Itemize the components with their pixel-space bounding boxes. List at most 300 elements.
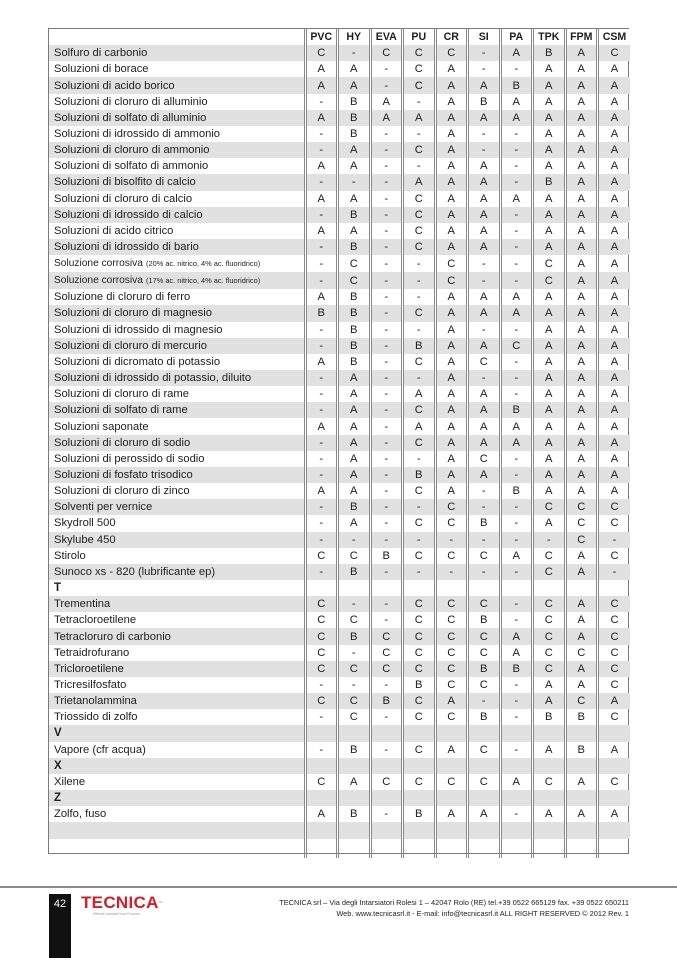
rating-csm bbox=[598, 822, 631, 838]
rating-fpm: A bbox=[565, 677, 598, 693]
rating-pvc: - bbox=[305, 272, 338, 289]
company-address: TECNICA srl – Via degli Intarsiatori Rolesi 1 – 42047 Rolo (RE) tel.+39 0522 665129 fax. +39 0522 650211 bbox=[279, 898, 629, 907]
rating-fpm: A bbox=[565, 386, 598, 402]
rating-pvc: - bbox=[305, 532, 338, 548]
rating-eva: - bbox=[370, 515, 403, 531]
rating-pvc: A bbox=[305, 191, 338, 207]
rating-fpm: A bbox=[565, 564, 598, 580]
rating-pvc bbox=[305, 758, 338, 774]
rating-hy: A bbox=[338, 61, 371, 77]
rating-pvc: - bbox=[305, 677, 338, 693]
rating-pu bbox=[403, 822, 436, 838]
table-row bbox=[49, 677, 630, 693]
logo-wordmark: TECNICA bbox=[81, 893, 159, 912]
chemical-name-text: Soluzioni di cloruro di ammonio bbox=[54, 144, 210, 157]
rating-pa: A bbox=[500, 289, 533, 305]
rating-pu: A bbox=[403, 418, 436, 434]
table-header-row bbox=[49, 29, 630, 45]
rating-pu: - bbox=[403, 322, 436, 338]
rating-si: A bbox=[468, 77, 501, 93]
rating-cr: C bbox=[435, 45, 468, 61]
rating-fpm: B bbox=[565, 709, 598, 725]
rating-csm: C bbox=[598, 515, 631, 531]
rating-tpk: A bbox=[533, 515, 566, 531]
rating-si: A bbox=[468, 207, 501, 223]
rating-eva: - bbox=[370, 191, 403, 207]
rating-hy bbox=[338, 758, 371, 774]
rating-pu: B bbox=[403, 677, 436, 693]
chemical-name bbox=[49, 515, 305, 531]
rating-eva: - bbox=[370, 386, 403, 402]
chemical-name bbox=[49, 158, 305, 174]
rating-eva: C bbox=[370, 661, 403, 677]
rating-tpk: C bbox=[533, 596, 566, 612]
rating-pa: - bbox=[500, 142, 533, 158]
rating-cr: - bbox=[435, 564, 468, 580]
rating-pvc: A bbox=[305, 61, 338, 77]
rating-si: C bbox=[468, 774, 501, 790]
chemical-name bbox=[49, 661, 305, 677]
rating-tpk: A bbox=[533, 467, 566, 483]
table-row bbox=[49, 596, 630, 612]
rating-cr: A bbox=[435, 223, 468, 239]
rating-csm: C bbox=[598, 645, 631, 661]
rating-pvc: B bbox=[305, 305, 338, 321]
rating-si: - bbox=[468, 370, 501, 386]
rating-csm: A bbox=[598, 370, 631, 386]
rating-cr: A bbox=[435, 77, 468, 93]
chemical-resistance-table bbox=[49, 29, 630, 858]
rating-pa: - bbox=[500, 370, 533, 386]
rating-pa: - bbox=[500, 451, 533, 467]
rating-cr: C bbox=[435, 272, 468, 289]
rating-fpm: A bbox=[565, 774, 598, 790]
rating-pvc: - bbox=[305, 207, 338, 223]
rating-fpm: A bbox=[565, 418, 598, 434]
chemical-name-text: Soluzioni di cloruro di rame bbox=[54, 388, 189, 401]
rating-pu: C bbox=[403, 239, 436, 255]
rating-tpk bbox=[533, 822, 566, 838]
rating-pa: - bbox=[500, 612, 533, 628]
rating-pvc: A bbox=[305, 483, 338, 499]
rating-si: A bbox=[468, 305, 501, 321]
chemical-name-text: Soluzioni di bisolfito di calcio bbox=[54, 176, 196, 189]
chemical-name bbox=[49, 499, 305, 515]
table-row bbox=[49, 548, 630, 564]
rating-pvc: A bbox=[305, 354, 338, 370]
header-pvc: PVC bbox=[305, 29, 338, 45]
chemical-name bbox=[49, 289, 305, 305]
rating-csm: A bbox=[598, 239, 631, 255]
rating-pu: - bbox=[403, 289, 436, 305]
rating-cr: - bbox=[435, 532, 468, 548]
chemical-name-text: Tetracloruro di carbonio bbox=[54, 630, 171, 643]
rating-pu: C bbox=[403, 628, 436, 644]
rating-pa: - bbox=[500, 174, 533, 190]
rating-pa: - bbox=[500, 742, 533, 758]
rating-pvc: - bbox=[305, 386, 338, 402]
rating-hy: C bbox=[338, 255, 371, 272]
rating-si: B bbox=[468, 709, 501, 725]
rating-csm: A bbox=[598, 402, 631, 418]
chemical-name-text: Soluzioni di cloruro di sodio bbox=[54, 436, 191, 449]
rating-csm: - bbox=[598, 564, 631, 580]
rating-hy: C bbox=[338, 661, 371, 677]
header-pa: PA bbox=[500, 29, 533, 45]
rating-pa: - bbox=[500, 806, 533, 822]
section-letter bbox=[49, 758, 305, 774]
rating-eva bbox=[370, 580, 403, 596]
empty-row bbox=[49, 822, 630, 838]
rating-hy: - bbox=[338, 677, 371, 693]
trademark-symbol: ™ bbox=[158, 900, 163, 905]
rating-eva: - bbox=[370, 354, 403, 370]
table-row bbox=[49, 628, 630, 644]
rating-si: B bbox=[468, 94, 501, 110]
rating-csm: C bbox=[598, 499, 631, 515]
table-row bbox=[49, 126, 630, 142]
chemical-name bbox=[49, 322, 305, 338]
rating-si: A bbox=[468, 467, 501, 483]
rating-eva: - bbox=[370, 467, 403, 483]
rating-csm: A bbox=[598, 94, 631, 110]
rating-tpk: B bbox=[533, 174, 566, 190]
rating-pa: B bbox=[500, 77, 533, 93]
rating-pa: A bbox=[500, 628, 533, 644]
rating-pvc: - bbox=[305, 499, 338, 515]
rating-cr bbox=[435, 725, 468, 741]
chemical-name-text: Tetracloroetilene bbox=[54, 614, 137, 627]
rating-hy: - bbox=[338, 645, 371, 661]
rating-pvc: A bbox=[305, 223, 338, 239]
rating-hy: C bbox=[338, 612, 371, 628]
rating-pvc: - bbox=[305, 338, 338, 354]
rating-pu: C bbox=[403, 645, 436, 661]
header-cr: CR bbox=[435, 29, 468, 45]
chemical-name bbox=[49, 645, 305, 661]
rating-tpk bbox=[533, 758, 566, 774]
rating-cr: C bbox=[435, 548, 468, 564]
rating-tpk: A bbox=[533, 693, 566, 709]
rating-csm: A bbox=[598, 126, 631, 142]
rating-pa: - bbox=[500, 61, 533, 77]
chemical-name bbox=[49, 386, 305, 402]
rating-fpm: B bbox=[565, 742, 598, 758]
page-number: 42 bbox=[53, 898, 67, 910]
rating-pa: - bbox=[500, 532, 533, 548]
rating-csm: C bbox=[598, 774, 631, 790]
rating-pa: - bbox=[500, 386, 533, 402]
rating-csm: A bbox=[598, 110, 631, 126]
rating-tpk: C bbox=[533, 255, 566, 272]
rating-tpk: A bbox=[533, 402, 566, 418]
rating-eva: B bbox=[370, 693, 403, 709]
table-row bbox=[49, 806, 630, 822]
chemical-name bbox=[49, 677, 305, 693]
rating-si: - bbox=[468, 693, 501, 709]
rating-pa bbox=[500, 839, 533, 858]
table-row bbox=[49, 370, 630, 386]
rating-cr: C bbox=[435, 628, 468, 644]
rating-fpm: A bbox=[565, 223, 598, 239]
rating-fpm: C bbox=[565, 693, 598, 709]
rating-pa bbox=[500, 580, 533, 596]
rating-hy: B bbox=[338, 126, 371, 142]
rating-pu: C bbox=[403, 61, 436, 77]
rating-pu: C bbox=[403, 596, 436, 612]
chemical-name-text: Soluzioni di acido borico bbox=[54, 79, 175, 92]
rating-si: A bbox=[468, 338, 501, 354]
rating-hy: A bbox=[338, 386, 371, 402]
rating-fpm bbox=[565, 822, 598, 838]
rating-eva: - bbox=[370, 61, 403, 77]
rating-csm: A bbox=[598, 158, 631, 174]
rating-tpk: B bbox=[533, 709, 566, 725]
rating-pa: A bbox=[500, 45, 533, 61]
rating-eva: - bbox=[370, 596, 403, 612]
header-si: SI bbox=[468, 29, 501, 45]
chemical-name-text: Soluzioni di cloruro di alluminio bbox=[54, 95, 208, 108]
rating-si: C bbox=[468, 628, 501, 644]
chemical-name bbox=[49, 239, 305, 255]
rating-fpm: A bbox=[565, 207, 598, 223]
rating-si: A bbox=[468, 435, 501, 451]
rating-csm: C bbox=[598, 548, 631, 564]
rating-fpm bbox=[565, 758, 598, 774]
rating-tpk: C bbox=[533, 548, 566, 564]
rating-hy: C bbox=[338, 272, 371, 289]
rating-csm: A bbox=[598, 467, 631, 483]
rating-pvc bbox=[305, 839, 338, 858]
rating-tpk: A bbox=[533, 191, 566, 207]
rating-fpm: C bbox=[565, 499, 598, 515]
rating-csm: A bbox=[598, 142, 631, 158]
rating-tpk: A bbox=[533, 677, 566, 693]
rating-si bbox=[468, 758, 501, 774]
rating-pu: B bbox=[403, 806, 436, 822]
rating-eva bbox=[370, 822, 403, 838]
chemical-name-text: Soluzioni di solfato di alluminio bbox=[54, 111, 207, 124]
rating-fpm: A bbox=[565, 467, 598, 483]
rating-pvc: - bbox=[305, 435, 338, 451]
chemical-name bbox=[49, 191, 305, 207]
rating-pa: - bbox=[500, 158, 533, 174]
header-csm: CSM bbox=[598, 29, 631, 45]
rating-pvc: C bbox=[305, 645, 338, 661]
rating-csm: A bbox=[598, 483, 631, 499]
rating-pa: A bbox=[500, 548, 533, 564]
chemical-name bbox=[49, 272, 305, 289]
rating-pvc: A bbox=[305, 158, 338, 174]
rating-pvc: C bbox=[305, 693, 338, 709]
rating-pa: A bbox=[500, 418, 533, 434]
rating-eva: - bbox=[370, 742, 403, 758]
rating-pvc: C bbox=[305, 45, 338, 61]
rating-hy: C bbox=[338, 548, 371, 564]
rating-cr: A bbox=[435, 239, 468, 255]
rating-fpm: A bbox=[565, 61, 598, 77]
rating-pu bbox=[403, 839, 436, 858]
rating-pvc: - bbox=[305, 467, 338, 483]
rating-eva: - bbox=[370, 451, 403, 467]
rating-fpm: A bbox=[565, 158, 598, 174]
rating-pa: A bbox=[500, 305, 533, 321]
rating-tpk: A bbox=[533, 223, 566, 239]
header-fpm: FPM bbox=[565, 29, 598, 45]
rating-fpm: A bbox=[565, 142, 598, 158]
table-row bbox=[49, 174, 630, 190]
rating-pa: - bbox=[500, 322, 533, 338]
rating-eva: - bbox=[370, 532, 403, 548]
table-row bbox=[49, 709, 630, 725]
rating-tpk: A bbox=[533, 289, 566, 305]
rating-pa: - bbox=[500, 255, 533, 272]
rating-si: A bbox=[468, 402, 501, 418]
rating-si: C bbox=[468, 645, 501, 661]
rating-pa: - bbox=[500, 693, 533, 709]
table-row bbox=[49, 418, 630, 434]
header-hy: HY bbox=[338, 29, 371, 45]
chemical-name-text: Soluzioni di cloruro di zinco bbox=[54, 485, 190, 498]
table-row bbox=[49, 272, 630, 289]
rating-hy: A bbox=[338, 774, 371, 790]
table-row bbox=[49, 693, 630, 709]
rating-pu: A bbox=[403, 110, 436, 126]
chemical-name bbox=[49, 483, 305, 499]
rating-cr bbox=[435, 790, 468, 806]
rating-hy: A bbox=[338, 402, 371, 418]
rating-pa: B bbox=[500, 483, 533, 499]
section-letter-row bbox=[49, 758, 630, 774]
table-row bbox=[49, 142, 630, 158]
rating-fpm: A bbox=[565, 126, 598, 142]
rating-fpm: C bbox=[565, 515, 598, 531]
rating-cr: C bbox=[435, 612, 468, 628]
rating-csm: C bbox=[598, 661, 631, 677]
rating-si: C bbox=[468, 451, 501, 467]
rating-pu bbox=[403, 790, 436, 806]
rating-cr: A bbox=[435, 806, 468, 822]
rating-si: B bbox=[468, 661, 501, 677]
rating-cr: A bbox=[435, 483, 468, 499]
chemical-name-text: Soluzioni di idrossido di calcio bbox=[54, 208, 203, 221]
rating-pvc: - bbox=[305, 451, 338, 467]
rating-hy: B bbox=[338, 207, 371, 223]
rating-tpk: A bbox=[533, 451, 566, 467]
rating-pvc: C bbox=[305, 774, 338, 790]
rating-csm: A bbox=[598, 418, 631, 434]
rating-pu: C bbox=[403, 354, 436, 370]
rating-pa: B bbox=[500, 402, 533, 418]
chemical-name bbox=[49, 548, 305, 564]
rating-fpm: A bbox=[565, 596, 598, 612]
rating-tpk: A bbox=[533, 354, 566, 370]
chemical-name bbox=[49, 742, 305, 758]
rating-hy: - bbox=[338, 174, 371, 190]
rating-eva: - bbox=[370, 207, 403, 223]
rating-pvc bbox=[305, 822, 338, 838]
header-name-column bbox=[49, 29, 305, 45]
rating-eva: A bbox=[370, 94, 403, 110]
rating-eva: C bbox=[370, 628, 403, 644]
rating-si: - bbox=[468, 322, 501, 338]
rating-pu: C bbox=[403, 774, 436, 790]
rating-tpk: A bbox=[533, 126, 566, 142]
table-row bbox=[49, 742, 630, 758]
rating-si: - bbox=[468, 255, 501, 272]
rating-pu bbox=[403, 725, 436, 741]
rating-eva: - bbox=[370, 322, 403, 338]
rating-hy: A bbox=[338, 370, 371, 386]
rating-pu: C bbox=[403, 709, 436, 725]
rating-csm bbox=[598, 790, 631, 806]
rating-tpk: A bbox=[533, 77, 566, 93]
rating-hy: B bbox=[338, 742, 371, 758]
rating-pu: A bbox=[403, 386, 436, 402]
rating-tpk: A bbox=[533, 305, 566, 321]
rating-csm: A bbox=[598, 354, 631, 370]
rating-cr: C bbox=[435, 774, 468, 790]
rating-fpm: A bbox=[565, 110, 598, 126]
rating-pa: - bbox=[500, 354, 533, 370]
rating-tpk: C bbox=[533, 628, 566, 644]
rating-hy: B bbox=[338, 322, 371, 338]
rating-cr: C bbox=[435, 645, 468, 661]
rating-si: - bbox=[468, 45, 501, 61]
rating-hy: B bbox=[338, 338, 371, 354]
chemical-name-text: Xilene bbox=[54, 775, 86, 788]
rating-cr: A bbox=[435, 742, 468, 758]
rating-si: A bbox=[468, 110, 501, 126]
rating-eva: A bbox=[370, 110, 403, 126]
rating-hy: B bbox=[338, 289, 371, 305]
chemical-name-text: Soluzioni di fosfato trisodico bbox=[54, 468, 193, 481]
rating-si: A bbox=[468, 418, 501, 434]
rating-si: A bbox=[468, 223, 501, 239]
chemical-name bbox=[49, 839, 305, 858]
rating-pvc: - bbox=[305, 126, 338, 142]
table-row bbox=[49, 612, 630, 628]
chemical-name bbox=[49, 451, 305, 467]
rating-pvc: C bbox=[305, 596, 338, 612]
rating-fpm: C bbox=[565, 532, 598, 548]
rating-cr: A bbox=[435, 158, 468, 174]
rating-pa: - bbox=[500, 207, 533, 223]
rating-pvc: A bbox=[305, 289, 338, 305]
table-row bbox=[49, 499, 630, 515]
rating-pa: - bbox=[500, 499, 533, 515]
rating-eva: - bbox=[370, 402, 403, 418]
chemical-name bbox=[49, 532, 305, 548]
rating-cr: A bbox=[435, 126, 468, 142]
rating-pu: - bbox=[403, 126, 436, 142]
header-tpk: TPK bbox=[533, 29, 566, 45]
rating-si: - bbox=[468, 272, 501, 289]
table-row bbox=[49, 289, 630, 305]
rating-hy: B bbox=[338, 806, 371, 822]
chemical-name-text: Trietanolammina bbox=[54, 695, 137, 708]
rating-pa: A bbox=[500, 94, 533, 110]
rating-pu: C bbox=[403, 612, 436, 628]
chemical-name-text: Soluzioni di idrossido di ammonio bbox=[54, 128, 221, 141]
rating-hy bbox=[338, 725, 371, 741]
chemical-name bbox=[49, 174, 305, 190]
rating-eva: - bbox=[370, 709, 403, 725]
rating-eva: - bbox=[370, 255, 403, 272]
rating-cr: C bbox=[435, 515, 468, 531]
rating-cr bbox=[435, 580, 468, 596]
rating-fpm bbox=[565, 580, 598, 596]
